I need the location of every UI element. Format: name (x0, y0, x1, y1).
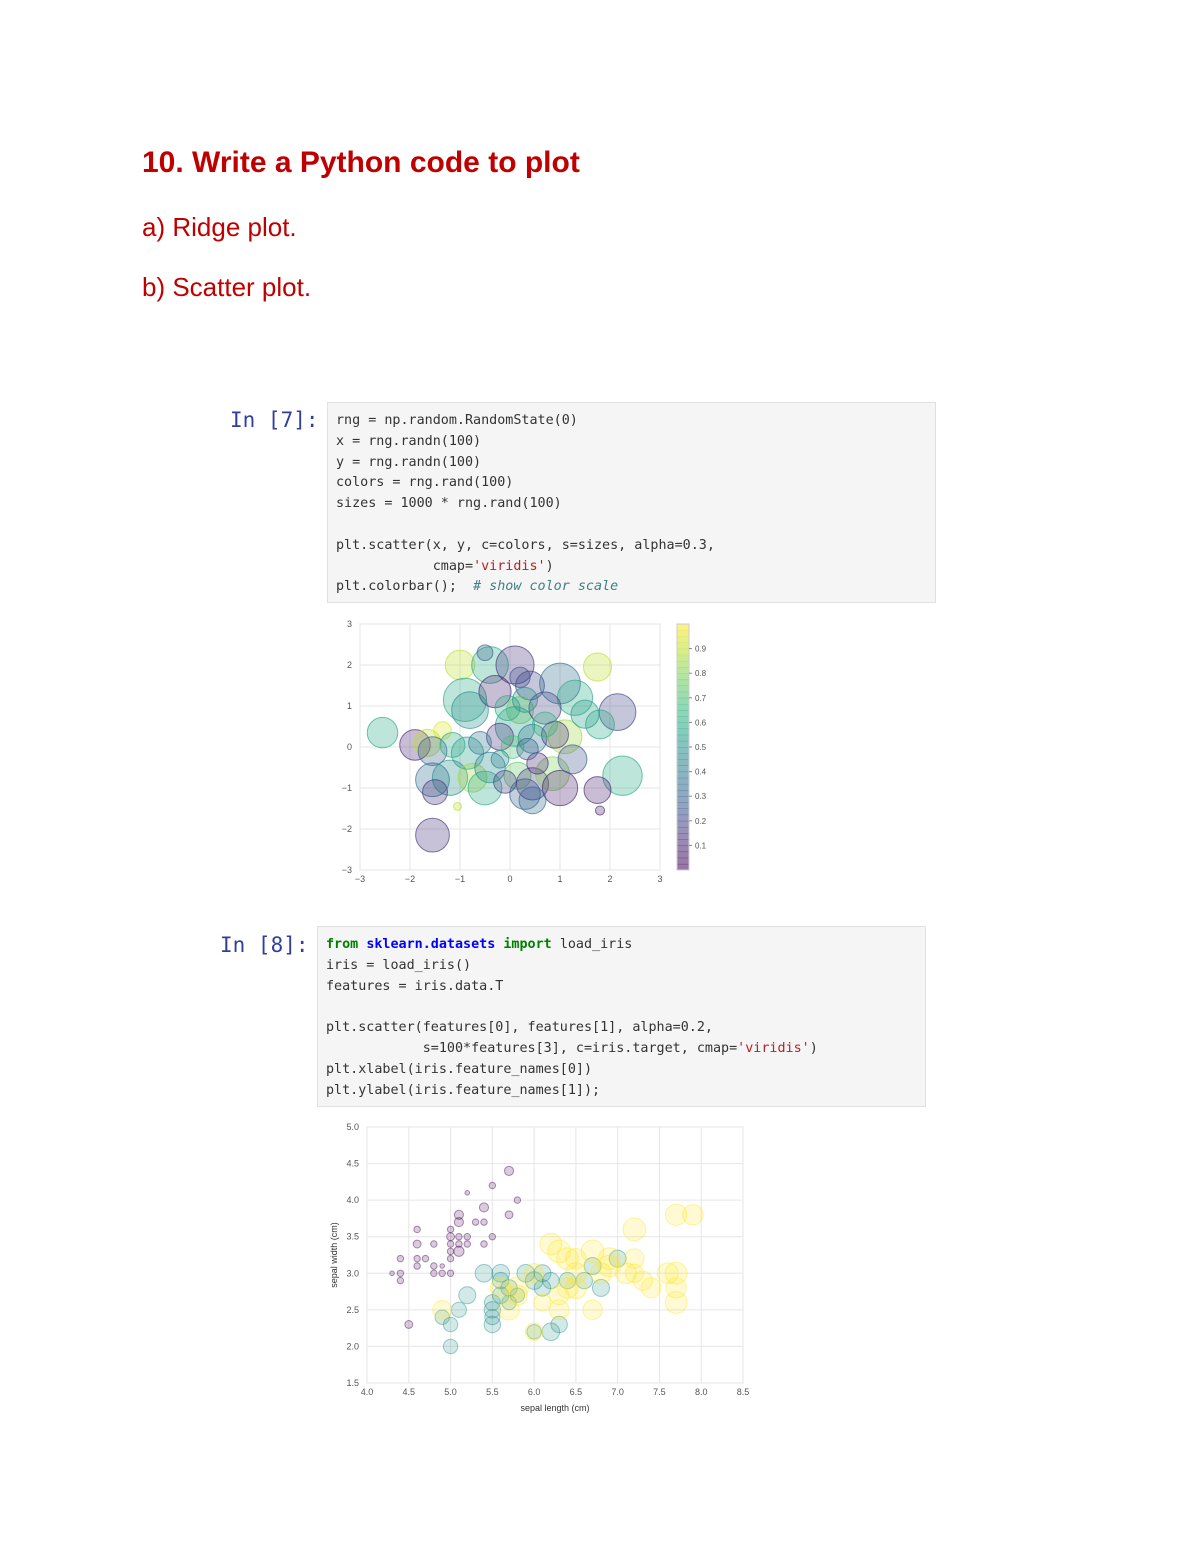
scatter-point (524, 1264, 543, 1283)
x-tick-label: 7.0 (611, 1387, 624, 1397)
colorbar-segment (677, 852, 689, 859)
scatter-point (423, 780, 448, 805)
scatter-point (443, 1339, 457, 1353)
colorbar-segment (677, 655, 689, 662)
code-line: features = iris.data.T (326, 978, 504, 994)
colorbar-tick-label: 0.7 (695, 693, 707, 703)
colorbar-segment (677, 765, 689, 772)
colorbar-segment (677, 821, 689, 828)
scatter-point (481, 1219, 487, 1225)
colorbar-tick-label: 0.8 (695, 669, 707, 679)
y-tick-label: −1 (341, 783, 352, 793)
code-line: s=100*features[3], c=iris.target, cmap= (326, 1040, 738, 1056)
scatter-point (439, 1270, 445, 1276)
scatter-point (513, 687, 538, 712)
scatter-point (505, 1211, 513, 1219)
colorbar-segment (677, 858, 689, 865)
scatter-point (367, 717, 398, 748)
scatter-point (431, 1241, 437, 1247)
scatter-point (405, 1321, 413, 1329)
scatter-point (571, 700, 599, 728)
x-tick-label: 3 (657, 874, 663, 884)
y-tick-label: 2.0 (346, 1341, 359, 1352)
scatter-plot-iris (325, 1115, 755, 1415)
scatter-point (641, 1278, 661, 1298)
colorbar-segment (677, 722, 689, 729)
code-line: ) (809, 1040, 818, 1056)
scatter-point (454, 803, 462, 811)
scatter-point (472, 1219, 478, 1225)
question-part-a: a) Ridge plot. (142, 212, 297, 242)
code-line: plt.scatter(x, y, c=colors, s=sizes, alpha=0.3, (336, 537, 715, 553)
colorbar-segment (677, 759, 689, 766)
scatter-point (464, 1233, 470, 1239)
scatter-point (447, 1270, 453, 1276)
scatter-point (456, 1233, 462, 1239)
colorbar-segment (677, 630, 689, 637)
scatter-point (454, 1246, 464, 1256)
y-tick-label: 3 (346, 619, 352, 629)
scatter-point (447, 1255, 453, 1261)
colorbar-segment (677, 642, 689, 649)
scatter-point (584, 777, 611, 804)
colorbar-segment (677, 667, 689, 674)
code-line: plt.xlabel(iris.feature_names[0]) (326, 1061, 593, 1077)
colorbar-segment (677, 636, 689, 643)
scatter-point (477, 645, 493, 661)
scatter-point (583, 653, 611, 681)
scatter-point (475, 1264, 493, 1282)
y-tick-label: 4.5 (346, 1158, 359, 1169)
scatter-point (494, 770, 517, 793)
scatter-point (445, 650, 475, 680)
scatter-point (558, 745, 587, 774)
code-line: load_iris (559, 937, 633, 952)
x-tick-label: −3 (354, 874, 366, 884)
y-tick-label: 0 (346, 742, 352, 752)
cell-7-prompt: In [7]: (230, 408, 319, 432)
colorbar-segment (677, 692, 689, 699)
scatter-point (443, 1317, 457, 1331)
y-tick-label: 1.5 (346, 1378, 359, 1388)
scatter-point (565, 1277, 586, 1298)
code-line: x = rng.randn(100) (336, 433, 482, 449)
scatter-point (422, 1255, 428, 1261)
colorbar-segment (677, 772, 689, 779)
code-line: plt.colorbar(); (336, 579, 474, 595)
scatter-point (481, 1241, 487, 1247)
code-line: cmap= (336, 558, 474, 574)
colorbar-segment (677, 686, 689, 693)
scatter-point (665, 1262, 687, 1284)
scatter-point (489, 1182, 495, 1188)
code-line: colors = rng.rand(100) (336, 475, 514, 491)
colorbar-segment (677, 778, 689, 785)
scatter-point (440, 732, 465, 757)
colorbar-segment (677, 729, 689, 736)
code-line: sizes = 1000 * rng.rand(100) (336, 496, 562, 512)
code-line: rng = np.random.RandomState(0) (336, 413, 578, 428)
cell-8-prompt: In [8]: (220, 933, 309, 957)
scatter-point (519, 787, 546, 814)
scatter-point (440, 1264, 445, 1269)
colorbar-tick-label: 0.5 (695, 743, 707, 752)
colorbar-tick-label: 0.1 (695, 841, 707, 851)
scatter-point (595, 806, 604, 815)
code-keyword: import (503, 937, 552, 952)
scatter-point (489, 1233, 495, 1239)
x-tick-label: −1 (454, 874, 466, 884)
colorbar-segment (677, 735, 689, 742)
scatter-point (540, 1233, 562, 1255)
colorbar-segment (677, 741, 689, 748)
colorbar-segment (677, 649, 689, 656)
y-tick-label: −3 (341, 865, 352, 875)
scatter-point (397, 1255, 403, 1261)
code-keyword: from (326, 937, 359, 952)
scatter-point (413, 1240, 421, 1248)
colorbar-segment (677, 827, 689, 834)
code-line: y = rng.randn(100) (336, 454, 482, 470)
colorbar-segment (677, 704, 689, 711)
scatter-point (534, 1294, 551, 1311)
scatter-point (416, 818, 450, 852)
scatter-point (542, 770, 577, 805)
colorbar-segment (677, 802, 689, 809)
colorbar-tick-label: 0.3 (695, 792, 707, 802)
colorbar-segment (677, 661, 689, 668)
scatter-point (397, 1270, 403, 1276)
scatter-point (583, 1300, 602, 1319)
scatter-point (447, 1233, 455, 1241)
x-tick-label: 5.5 (486, 1387, 499, 1397)
colorbar-segment (677, 747, 689, 754)
colorbar-segment (677, 679, 689, 686)
colorbar-segment (677, 624, 689, 631)
scatter-point (414, 1263, 420, 1269)
scatter-point (452, 692, 489, 729)
scatter-point (683, 1205, 703, 1225)
scatter-plot-random (330, 612, 707, 890)
scatter-point (431, 1270, 437, 1276)
question-title: 10. Write a Python code to plot (142, 146, 580, 179)
colorbar-segment (677, 809, 689, 816)
scatter-point (469, 732, 492, 755)
scatter-point (390, 1271, 395, 1276)
x-tick-label: 1 (557, 874, 563, 884)
colorbar-segment (677, 698, 689, 705)
scatter-point (433, 1300, 452, 1319)
colorbar-segment (677, 796, 689, 803)
scatter-point (414, 1255, 420, 1261)
code-comment: # show color scale (473, 579, 619, 595)
colorbar-tick-label: 0.4 (695, 767, 707, 777)
colorbar-segment (677, 839, 689, 846)
y-axis-label: sepal width (cm) (329, 1222, 339, 1288)
y-tick-label: −2 (341, 824, 352, 834)
code-string: 'viridis' (473, 558, 546, 574)
scatter-point (447, 1226, 453, 1232)
x-tick-label: 6.0 (527, 1387, 541, 1397)
cell-8-code[interactable] (317, 926, 926, 1107)
y-tick-label: 1 (346, 701, 352, 711)
scatter-point (451, 1302, 466, 1317)
x-tick-label: −2 (404, 874, 416, 884)
x-tick-label: 4.5 (402, 1387, 416, 1397)
colorbar-segment (677, 753, 689, 760)
scatter-point (479, 1203, 488, 1212)
scatter-point (525, 1323, 543, 1341)
code-line: plt.scatter(features[0], features[1], alpha=0.2, (326, 1020, 713, 1036)
y-tick-label: 4.0 (346, 1195, 359, 1206)
y-tick-label: 3.0 (346, 1268, 359, 1279)
scatter-point (514, 1197, 520, 1203)
scatter-point (623, 1218, 646, 1241)
y-tick-label: 2.5 (346, 1304, 359, 1315)
scatter-point (464, 1241, 470, 1247)
scatter-point (465, 1191, 470, 1196)
scatter-point (598, 1248, 620, 1270)
x-tick-label: 8.0 (694, 1387, 708, 1397)
scatter-point (447, 1241, 453, 1247)
colorbar-tick-label: 0.6 (695, 718, 707, 728)
colorbar-segment (677, 716, 689, 723)
scatter-point (431, 1263, 437, 1269)
scatter-point (456, 1241, 462, 1247)
question-part-b: b) Scatter plot. (142, 272, 312, 302)
x-tick-label: 2 (607, 874, 613, 884)
x-tick-label: 4.0 (360, 1387, 374, 1397)
x-tick-label: 0 (507, 874, 513, 884)
scatter-point (491, 750, 509, 768)
scatter-point (517, 738, 538, 759)
x-tick-label: 5.0 (444, 1387, 457, 1397)
x-axis-label: sepal length (cm) (520, 1403, 590, 1413)
scatter-point (533, 712, 558, 737)
colorbar-segment (677, 790, 689, 797)
y-tick-label: 5.0 (346, 1122, 359, 1132)
code-module: sklearn.datasets (366, 937, 496, 952)
x-tick-label: 8.5 (736, 1387, 750, 1397)
y-tick-label: 3.5 (346, 1231, 359, 1242)
code-line: ) (545, 558, 554, 574)
scatter-point (414, 1226, 420, 1232)
scatter-point (447, 1248, 453, 1254)
scatter-point (506, 1277, 528, 1299)
scatter-point (397, 1277, 403, 1283)
colorbar-segment (677, 710, 689, 717)
colorbar-segment (677, 845, 689, 852)
code-line: iris = load_iris() (326, 957, 472, 973)
scatter-point (454, 1218, 463, 1227)
colorbar-tick-label: 0.2 (695, 816, 707, 826)
x-tick-label: 7.5 (653, 1387, 666, 1397)
colorbar-segment (677, 784, 689, 791)
code-line: plt.ylabel(iris.feature_names[1]); (326, 1082, 601, 1098)
colorbar-segment (677, 673, 689, 680)
colorbar-tick-label: 0.9 (695, 644, 707, 654)
colorbar-segment (677, 833, 689, 840)
scatter-point (459, 1287, 476, 1304)
colorbar-segment (677, 815, 689, 822)
cell-7-code[interactable] (327, 402, 936, 603)
x-tick-label: 6.5 (569, 1387, 583, 1397)
code-string: 'viridis' (737, 1040, 810, 1056)
scatter-point (504, 1166, 513, 1175)
y-tick-label: 2 (346, 660, 352, 670)
